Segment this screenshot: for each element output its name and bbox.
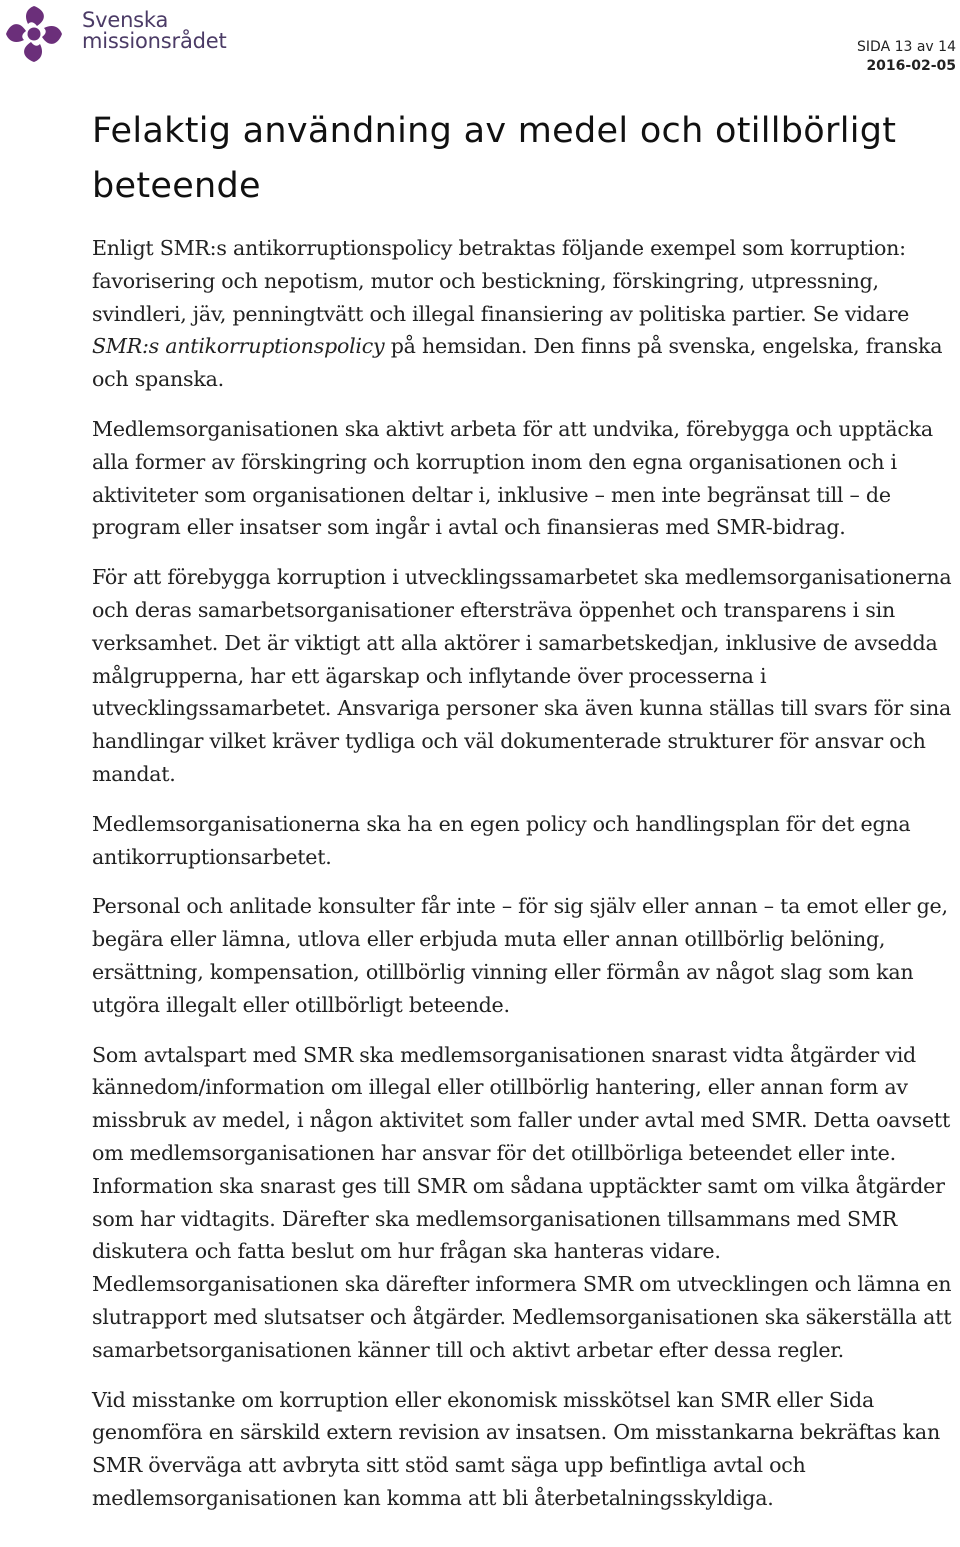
page-number: SIDA 13 av 14 [857, 39, 956, 55]
policy-reference: SMR:s antikorruptionspolicy [92, 334, 385, 359]
paragraph-7: Vid misstanke om korruption eller ekonomisk misskötsel kan SMR eller Sida genomföra en särskild extern revision av insatsen. Om misstankarna bekräftas kan SMR överväga att avbryta sitt stöd samt säga upp befintliga avtal och medlemsorganisationen kan komma att bli återbetalningsskyldiga. [92, 1387, 940, 1510]
logo-wordmark [82, 10, 227, 52]
page-info [857, 38, 956, 76]
paragraph-3: För att förebygga korruption i utvecklingssamarbetet ska medlemsorganisationerna och deras samarbetsorganisationer eftersträva öppenhet och transparens i sin verksamhet. Det är viktigt att alla aktörer i samarbetskedjan, inklusive de avsedda målgrupperna, har ett ägarskap och inflytande över processerna i utvecklingssamarbetet. Ansvariga personer ska även kunna ställas till svars för sina handlingar vilket kräver tydliga och väl dokumenterade strukturer för ansvar och mandat. [92, 565, 952, 786]
paragraph-1-text-b: på hemsidan. Den finns på svenska, engelska, franska och spanska. [92, 334, 943, 392]
page-title: Felaktig användning av medel och otillbörligt beteende [92, 111, 897, 206]
logo-line-2: missionsrådet [82, 29, 227, 53]
paragraph-5: Personal och anlitade konsulter får inte – för sig själv eller annan – ta emot eller ge, begära eller lämna, utlova eller erbjuda muta eller annan otillbörlig belöning, ersättning, kompensation, otillbörlig vinning eller förmån av något slag som kan utgöra illegalt eller otillbörligt beteende. [92, 894, 948, 1017]
paragraph-2: Medlemsorganisationen ska aktivt arbeta för att undvika, förebygga och upptäcka alla former av förskingring och korruption inom den egna organisationen och i aktiviteter som organisationen deltar i, inklusive – men inte begränsat till – de program eller insatser som ingår i avtal och finansieras med SMR-bidrag. [92, 416, 933, 540]
document-body [92, 232, 958, 1532]
document-date: 2016-02-05 [866, 58, 956, 74]
organization-logo [4, 4, 227, 64]
paragraph-4: Medlemsorganisationerna ska ha en egen policy och handlingsplan för det egna antikorruptionsarbetet. [92, 811, 911, 869]
paragraph-6: Som avtalspart med SMR ska medlemsorganisationen snarast vidta åtgärder vid kännedom/information om illegal eller otillbörlig hantering, eller annan form av missbruk av medel, i någon aktivitet som faller under avtal med SMR. Detta oavsett om medlemsorganisationen har ansvar för det otillbörliga beteendet eller inte. Information ska snarast ges till SMR om sådana upptäckter samt om vilka åtgärder som har vidtagits. Därefter ska medlemsorganisationen tillsammans med SMR diskutera och fatta beslut om hur frågan ska hanteras vidare. Medlemsorganisationen ska därefter informera SMR om utvecklingen och lämna en slutrapport med slutsatser och åtgärder. Medlemsorganisationen ska säkerställa att samarbetsorganisationen känner till och aktivt arbetar efter dessa regler. [92, 1042, 952, 1362]
svenska-missionsradet-logo-icon [4, 4, 64, 64]
paragraph-1 [92, 232, 958, 396]
logo-line-1: Svenska [82, 8, 169, 32]
paragraph-1-text-a: Enligt SMR:s antikorruptionspolicy betraktas följande exempel som korruption: favorisering och nepotism, mutor och bestickning, förskingring, utpressning, svindleri, jäv, penningtvätt och illegal finansiering av politiska partier. Se vidare [92, 236, 910, 326]
